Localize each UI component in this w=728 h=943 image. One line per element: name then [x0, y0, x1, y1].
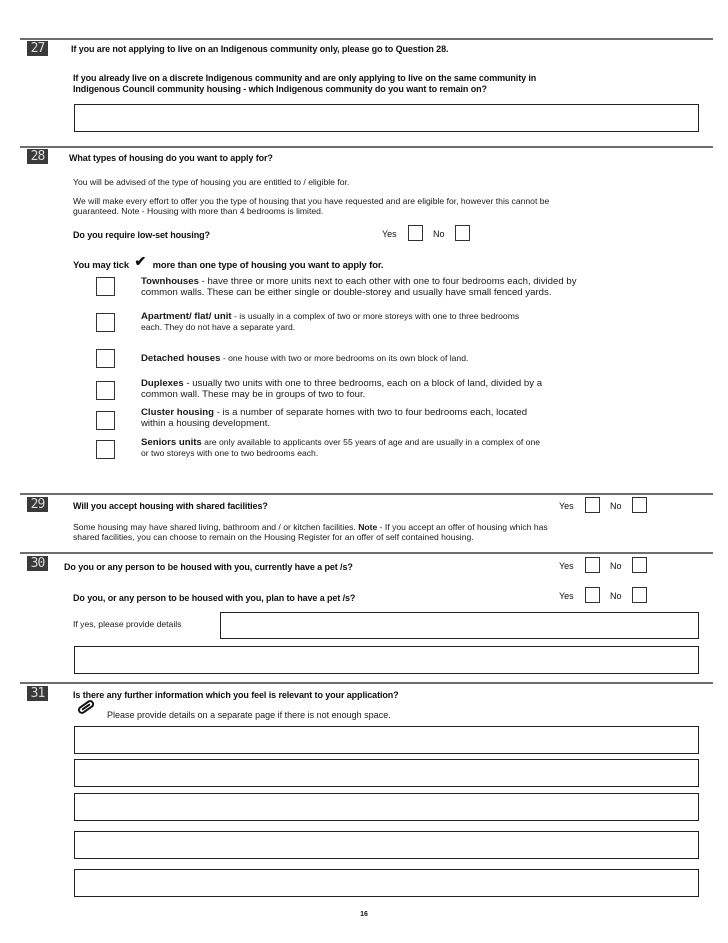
option-title: Detached houses	[141, 353, 221, 364]
no-label: No	[610, 501, 622, 511]
pet-plan-yes-checkbox[interactable]	[585, 587, 600, 603]
q31-note: Please provide details on a separate page if there is not enough space.	[107, 710, 391, 720]
q27-instruction: If you are not applying to live on an Indigenous community only, please go to Question 28.	[71, 44, 449, 54]
option-title: Apartment/ flat/ unit	[141, 311, 232, 322]
tick-prefix: You may tick	[73, 259, 129, 270]
option-title: Townhouses	[141, 276, 199, 287]
yes-label: Yes	[559, 591, 574, 601]
section-divider	[20, 38, 713, 40]
option-cluster-checkbox[interactable]	[96, 411, 115, 430]
option-desc: - one house with two or more bedrooms on its own block of land.	[220, 353, 469, 363]
lowset-yes-checkbox[interactable]	[408, 225, 423, 241]
note-label: Note	[358, 522, 378, 532]
option-detached-checkbox[interactable]	[96, 349, 115, 368]
pet-details-input-2[interactable]	[74, 646, 699, 674]
q28-effort-text-line1: We will make every effort to offer you the type of housing that you have requested and are eligible for, however this cannot be	[73, 196, 550, 206]
q29-note-line2: shared facilities, you can choose to remain on the Housing Register for an offer of self contained housing.	[73, 532, 474, 542]
option-duplexes	[141, 378, 701, 400]
q28-question: What types of housing do you want to apply for?	[69, 153, 273, 163]
option-desc: within a housing development.	[141, 418, 271, 429]
no-label: No	[610, 591, 622, 601]
yes-label: Yes	[559, 501, 574, 511]
q27-community-input[interactable]	[74, 104, 699, 132]
option-cluster	[141, 407, 701, 429]
further-info-line-4[interactable]	[74, 831, 699, 859]
no-label: No	[433, 229, 445, 239]
option-desc: - have three or more units next to each other with one to four bedrooms each, divided by	[198, 276, 577, 287]
page-number: 16	[360, 911, 368, 918]
section-divider	[20, 493, 713, 495]
q31-question: Is there any further information which you feel is relevant to your application?	[73, 690, 399, 700]
option-townhouses-checkbox[interactable]	[96, 277, 115, 296]
q29-note-line1	[73, 522, 548, 532]
option-title: Cluster housing	[141, 407, 215, 418]
option-desc: - is usually in a complex of two or more storeys with one to three bedrooms	[231, 311, 520, 321]
option-townhouses	[141, 276, 701, 298]
tick-suffix: more than one type of housing you want to apply for.	[152, 259, 384, 270]
shared-yes-checkbox[interactable]	[585, 497, 600, 513]
pet-current-no-checkbox[interactable]	[632, 557, 647, 573]
option-desc: common wall. These may be in groups of two to four.	[141, 389, 366, 400]
option-desc: or two storeys with one to two bedrooms each.	[141, 448, 319, 458]
option-detached	[141, 353, 701, 364]
pet-current-yes-checkbox[interactable]	[585, 557, 600, 573]
q27-question-line2: Indigenous Council community housing - which Indigenous community do you want to remain on?	[73, 84, 487, 94]
option-apartment-checkbox[interactable]	[96, 313, 115, 332]
further-info-line-3[interactable]	[74, 793, 699, 821]
option-desc: common walls. These can be either single or double-storey and usually have small fenced yards.	[141, 287, 552, 298]
section-divider	[20, 682, 713, 684]
yes-label: Yes	[382, 229, 397, 239]
shared-no-checkbox[interactable]	[632, 497, 647, 513]
option-duplexes-checkbox[interactable]	[96, 381, 115, 400]
further-info-line-2[interactable]	[74, 759, 699, 787]
option-desc: - usually two units with one to three bedrooms, each on a block of land, divided by a	[183, 378, 543, 389]
q28-effort-text-line2: guaranteed. Note - Housing with more than 4 bedrooms is limited.	[73, 206, 324, 216]
further-info-line-1[interactable]	[74, 726, 699, 754]
option-seniors-checkbox[interactable]	[96, 440, 115, 459]
pet-details-label: If yes, please provide details	[73, 619, 182, 629]
pet-plan-no-checkbox[interactable]	[632, 587, 647, 603]
option-desc: are only available to applicants over 55 years of age and are usually in a complex of one	[201, 437, 541, 447]
question-number-badge: 30	[27, 556, 48, 571]
further-info-line-5[interactable]	[74, 869, 699, 897]
option-desc: each. They do not have a separate yard.	[141, 322, 296, 332]
q30-question-current: Do you or any person to be housed with you, currently have a pet /s?	[64, 562, 353, 572]
option-seniors	[141, 437, 701, 459]
option-title: Duplexes	[141, 378, 184, 389]
question-number-badge: 28	[27, 149, 48, 164]
question-number-badge: 29	[27, 497, 48, 512]
option-title: Seniors units	[141, 437, 202, 448]
pet-details-input[interactable]	[220, 612, 699, 639]
no-label: No	[610, 561, 622, 571]
question-number-badge: 31	[27, 686, 48, 701]
q28-tick-instruction	[73, 253, 384, 270]
q30-question-plan: Do you, or any person to be housed with you, plan to have a pet /s?	[73, 593, 356, 603]
note-text: Some housing may have shared living, bathroom and / or kitchen facilities.	[73, 522, 359, 532]
yes-label: Yes	[559, 561, 574, 571]
q29-question: Will you accept housing with shared facilities?	[73, 501, 268, 511]
paperclip-icon	[76, 699, 96, 715]
note-text: - If you accept an offer of housing which has	[377, 522, 548, 532]
section-divider	[20, 552, 713, 554]
q27-question-line1: If you already live on a discrete Indigenous community and are only applying to live on the same community in	[73, 73, 537, 83]
section-divider	[20, 146, 713, 148]
checkmark-icon: ✔	[134, 253, 147, 269]
q28-lowset-question: Do you require low-set housing?	[73, 230, 210, 240]
q28-advice-text: You will be advised of the type of housing you are entitled to / eligible for.	[73, 177, 350, 187]
option-apartment	[141, 311, 701, 333]
lowset-no-checkbox[interactable]	[455, 225, 470, 241]
question-number-badge: 27	[27, 41, 48, 56]
option-desc: - is a number of separate homes with two to four bedrooms each, located	[214, 407, 528, 418]
